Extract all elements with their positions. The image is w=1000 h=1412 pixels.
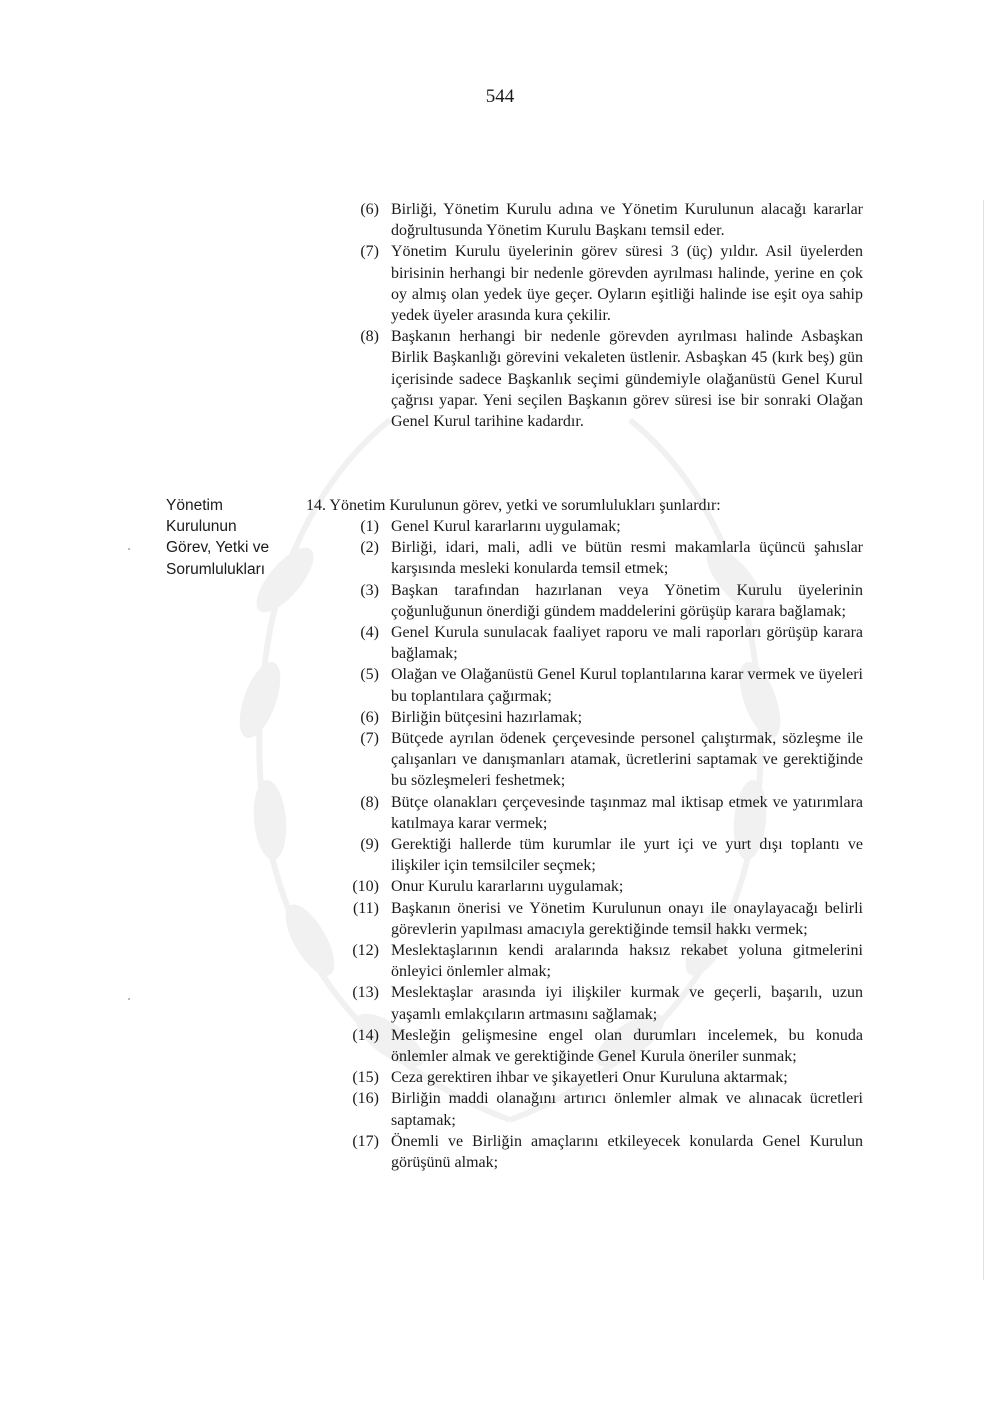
item-number: (6): [360, 201, 379, 218]
item-text: Başkanın herhangi bir nedenle görevden ayrılması halinde Asbaşkan Birlik Başkanlığı görevini vekaleten üstlenir. Asbaşkan 45 (kırk beş) gün içerisinde sadece Başkanlık seçimi gündemiyle olağanüstü Genel Kurul çağrısı yapar. Yeni seçilen Başkanın görev süresi ise bir sonraki Olağan Genel Kurul tarihine kadardır.: [391, 328, 863, 431]
list-item: [343, 199, 863, 241]
list-item: [343, 728, 863, 792]
page-number: 544: [485, 86, 515, 107]
scan-speck: [128, 998, 130, 1000]
item-text: Birliği, idari, mali, adli ve bütün resmi makamlarla üçüncü şahıslar karşısında mesleki konularda temsil etmek;: [391, 539, 863, 578]
list-item: [343, 792, 863, 834]
side-heading-line: Yönetim: [166, 497, 223, 514]
item-number: (10): [352, 878, 379, 896]
continued-duties-list: [343, 199, 863, 432]
list-item: [343, 1088, 863, 1130]
list-item: [343, 876, 863, 897]
item-text: Bütçede ayrılan ödenek çerçevesinde personel çalıştırmak, sözleşme ile çalışanları ve danışmanları atamak, ücretlerini saptamak ve gerektiğinde bu sözleşmeleri feshetmek;: [391, 730, 863, 790]
item-number: (4): [360, 624, 379, 642]
list-item: [343, 1025, 863, 1067]
item-text: Gerektiği hallerde tüm kurumlar ile yurt içi ve yurt dışı toplantı ve ilişkiler için temsilciler seçmek;: [391, 836, 863, 875]
item-number: (2): [360, 539, 379, 557]
list-item: [343, 580, 863, 622]
section-side-heading: [166, 495, 296, 580]
item-number: (7): [360, 730, 379, 748]
list-item: [343, 537, 863, 579]
item-text: Meslektaşlar arasında iyi ilişkiler kurmak ve geçerli, başarılı, uzun yaşamlı emlakçıların artmasını sağlamak;: [391, 984, 863, 1023]
list-item: [343, 982, 863, 1024]
item-text: Birliği, Yönetim Kurulu adına ve Yönetim Kurulunun alacağı kararlar doğrultusunda Yönetim Kurulu Başkanı temsil eder.: [391, 201, 863, 240]
list-item: [343, 940, 863, 982]
scan-speck: [128, 548, 130, 550]
list-item: [343, 707, 863, 728]
item-text: Başkanın önerisi ve Yönetim Kurulunun onayı ile onaylayacağı belirli görevlerin yapılması amacıyla gerektiğinde temsil hakkı vermek;: [391, 899, 863, 938]
item-text: Ceza gerektiren ihbar ve şikayetleri Onur Kuruluna aktarmak;: [391, 1069, 788, 1087]
item-text: Birliğin bütçesini hazırlamak;: [391, 708, 583, 726]
item-number: (7): [360, 243, 379, 261]
item-number: (8): [360, 328, 379, 346]
item-number: (14): [352, 1026, 379, 1044]
item-number: (16): [352, 1090, 379, 1108]
scan-margin-line: [983, 200, 984, 1280]
item-number: (6): [360, 708, 379, 726]
item-text: Bütçe olanakları çerçevesinde taşınmaz mal iktisap etmek ve yatırımlara katılmaya karar vermek;: [391, 793, 863, 832]
board-duties-list: [343, 516, 863, 1173]
item-text: Meslektaşlarının kendi aralarında haksız rekabet yoluna gitmelerini önleyici önlemler almak;: [391, 942, 863, 981]
list-item: [343, 898, 863, 940]
list-item: [343, 834, 863, 876]
item-number: (1): [360, 518, 379, 535]
item-number: (13): [352, 984, 379, 1002]
item-number: (5): [360, 666, 379, 684]
item-text: Mesleğin gelişmesine engel olan durumları incelemek, bu konuda önlemler almak ve gerektiğinde Genel Kurula öneriler sunmak;: [391, 1026, 863, 1066]
list-item: [343, 516, 863, 537]
item-text: Yönetim Kurulu üyelerinin görev süresi 3 (üç) yıldır. Asil üyelerden birisinin herhangi bir nedenle görevden ayrılması halinde, yerine en çok oy almış olan yedek üye geçer. Oyların eşitliği halinde ise eşit oya sahip yedek üyeler arasında kura çekilir.: [391, 243, 863, 325]
item-text: Genel Kurul kararlarını uygulamak;: [391, 518, 621, 535]
list-item: [343, 622, 863, 664]
item-number: (11): [352, 899, 379, 917]
list-item: [343, 1131, 863, 1173]
item-number: (15): [352, 1069, 379, 1087]
item-number: (17): [352, 1132, 379, 1150]
list-item: [343, 1067, 863, 1088]
side-heading-line: Kurulunun: [166, 518, 237, 536]
item-text: Olağan ve Olağanüstü Genel Kurul toplantılarına karar vermek ve üyeleri bu toplantılara çağırmak;: [391, 666, 863, 705]
item-number: (8): [360, 793, 379, 811]
list-item: [343, 664, 863, 706]
side-heading-line: Sorumlulukları: [166, 560, 266, 578]
item-text: Genel Kurula sunulacak faaliyet raporu ve mali raporları görüşüp karara bağlamak;: [391, 624, 863, 663]
item-text: Başkan tarafından hazırlanan veya Yönetim Kurulu üyelerinin çoğunluğunun önerdiği gündem maddelerini görüşüp karara bağlamak;: [391, 581, 863, 620]
item-text: Önemli ve Birliğin amaçlarını etkileyecek konularda Genel Kurulun görüşünü almak;: [391, 1132, 863, 1172]
item-text: Onur Kurulu kararlarını uygulamak;: [391, 878, 624, 896]
list-item: [343, 326, 863, 432]
side-heading-line: Görev, Yetki ve: [166, 539, 270, 557]
item-number: (12): [352, 942, 379, 960]
item-text: Birliğin maddi olanağını artırıcı önlemler almak ve alınacak ücretleri saptamak;: [391, 1090, 863, 1129]
item-number: (3): [360, 581, 379, 599]
item-number: (9): [360, 836, 379, 854]
list-item: [343, 241, 863, 326]
article-14-intro: 14. Yönetim Kurulunun görev, yetki ve sorumlulukları şunlardır:: [306, 497, 721, 514]
